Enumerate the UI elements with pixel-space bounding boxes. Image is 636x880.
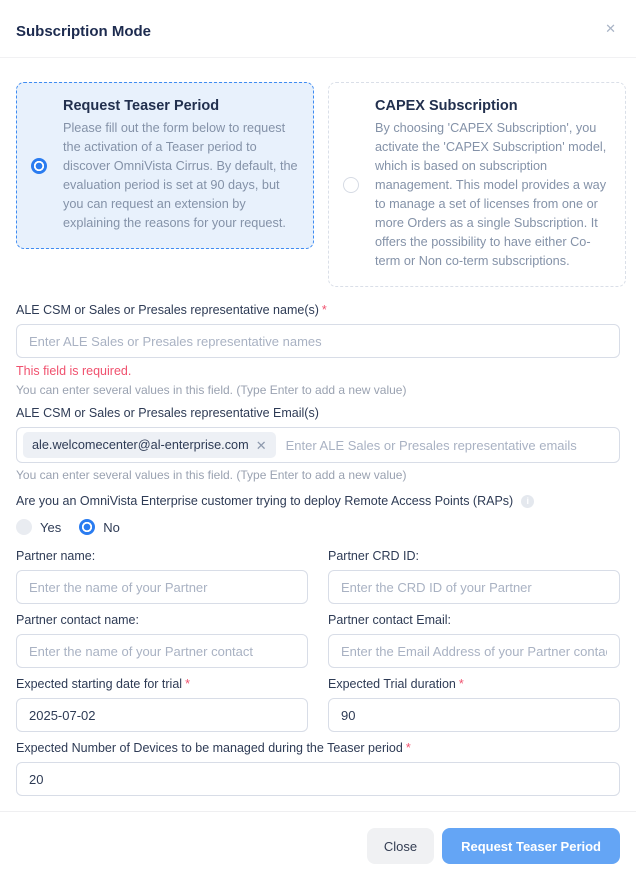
- close-button[interactable]: Close: [367, 828, 434, 864]
- partner-row-2: [16, 613, 620, 677]
- radio-selected-icon[interactable]: [31, 158, 47, 174]
- request-teaser-period-button[interactable]: Request Teaser Period: [442, 828, 620, 864]
- field-label: [16, 741, 620, 755]
- required-asterisk: *: [321, 303, 327, 318]
- rap-question-label: Are you an OmniVista Enterprise customer trying to deploy Remote Access Points (RAPs): [16, 494, 514, 509]
- field-error: This field is required.: [16, 364, 132, 379]
- field-hint: You can enter several values in this field. (Type Enter to add a new value): [16, 468, 407, 483]
- field-label: Partner contact name:: [16, 613, 139, 628]
- label-text: Expected Trial duration: [328, 677, 456, 692]
- field-label: Partner name:: [16, 549, 96, 564]
- email-chip: [23, 432, 276, 458]
- field-partner-name: [16, 549, 308, 604]
- device-count-input[interactable]: [16, 762, 620, 796]
- subscription-option-cards: [16, 82, 620, 287]
- radio-no-icon[interactable]: [79, 519, 95, 535]
- start-date-input[interactable]: [16, 698, 308, 732]
- label-text: Expected starting date for trial: [16, 677, 183, 692]
- field-hint: You can enter several values in this field. (Type Enter to add a new value): [16, 383, 407, 398]
- card-title: Request Teaser Period: [63, 98, 220, 114]
- card-description: By choosing 'CAPEX Subscription', you activate the 'CAPEX Subscription' model, which is based on subscription management. This model provides a way to manage a set of licenses from one or more Orders as a single Subscription. It offers the possibility to have either Co-term or Non co-term subscriptions.: [375, 121, 607, 269]
- field-partner-contact-email: [328, 613, 620, 668]
- close-icon[interactable]: ✕: [605, 21, 616, 36]
- partner-contact-name-input[interactable]: [16, 634, 308, 668]
- required-asterisk: *: [405, 741, 411, 756]
- modal-content: [0, 58, 636, 811]
- modal-footer: [0, 811, 636, 880]
- field-start-date: [16, 677, 308, 732]
- field-label: ALE CSM or Sales or Presales representative Email(s): [16, 406, 319, 421]
- radio-yes-label: Yes: [40, 519, 62, 535]
- field-representative-emails: [16, 406, 620, 482]
- option-card-request-teaser-period[interactable]: [16, 82, 314, 249]
- field-representative-names: [16, 303, 620, 397]
- email-chip-text: ale.welcomecenter@al-enterprise.com: [32, 438, 249, 453]
- trial-duration-input[interactable]: [328, 698, 620, 732]
- required-asterisk: *: [458, 677, 464, 692]
- required-asterisk: *: [185, 677, 190, 692]
- emails-placeholder: Enter ALE Sales or Presales representative emails: [285, 437, 577, 453]
- field-label: [328, 677, 620, 691]
- representative-names-input[interactable]: [16, 324, 620, 358]
- rap-radio-group: [16, 519, 620, 535]
- card-description: Please fill out the form below to request the activation of a Teaser period to discover OmniVista Cirrus. By default, the evaluation period is set at 90 days, but you can request an extension by explaining the reasons for your request.: [63, 121, 298, 231]
- option-card-capex-subscription[interactable]: [328, 82, 626, 287]
- partner-row-1: [16, 549, 620, 613]
- radio-unselected-icon[interactable]: [343, 177, 359, 193]
- rap-option-yes[interactable]: [16, 519, 61, 535]
- rap-option-no[interactable]: [79, 519, 120, 535]
- field-label: Partner CRD ID:: [328, 549, 419, 564]
- label-text: Expected Number of Devices to be managed during the Teaser period: [16, 741, 403, 756]
- partner-contact-email-input[interactable]: [328, 634, 620, 668]
- radio-no-label: No: [103, 519, 120, 535]
- radio-yes-icon[interactable]: [16, 519, 32, 535]
- partner-crd-id-input[interactable]: [328, 570, 620, 604]
- field-partner-crd-id: [328, 549, 620, 604]
- trial-row: [16, 677, 620, 741]
- rap-label-row: [16, 494, 620, 508]
- field-label: [16, 677, 308, 691]
- card-title: CAPEX Subscription: [375, 98, 518, 114]
- partner-name-input[interactable]: [16, 570, 308, 604]
- field-label: [16, 303, 620, 317]
- field-device-count: [16, 741, 620, 796]
- info-icon[interactable]: i: [521, 495, 534, 508]
- card-text: [375, 98, 611, 271]
- chip-remove-icon[interactable]: ✕: [255, 437, 267, 453]
- modal-title: Subscription Mode: [16, 23, 151, 40]
- card-text: [63, 98, 299, 233]
- representative-emails-input[interactable]: [16, 427, 620, 463]
- rap-question-block: [16, 494, 620, 535]
- label-text: ALE CSM or Sales or Presales representative name(s): [16, 303, 319, 318]
- modal-header: [0, 0, 636, 58]
- field-label: Partner contact Email:: [328, 613, 451, 628]
- field-trial-duration: [328, 677, 620, 732]
- field-partner-contact-name: [16, 613, 308, 668]
